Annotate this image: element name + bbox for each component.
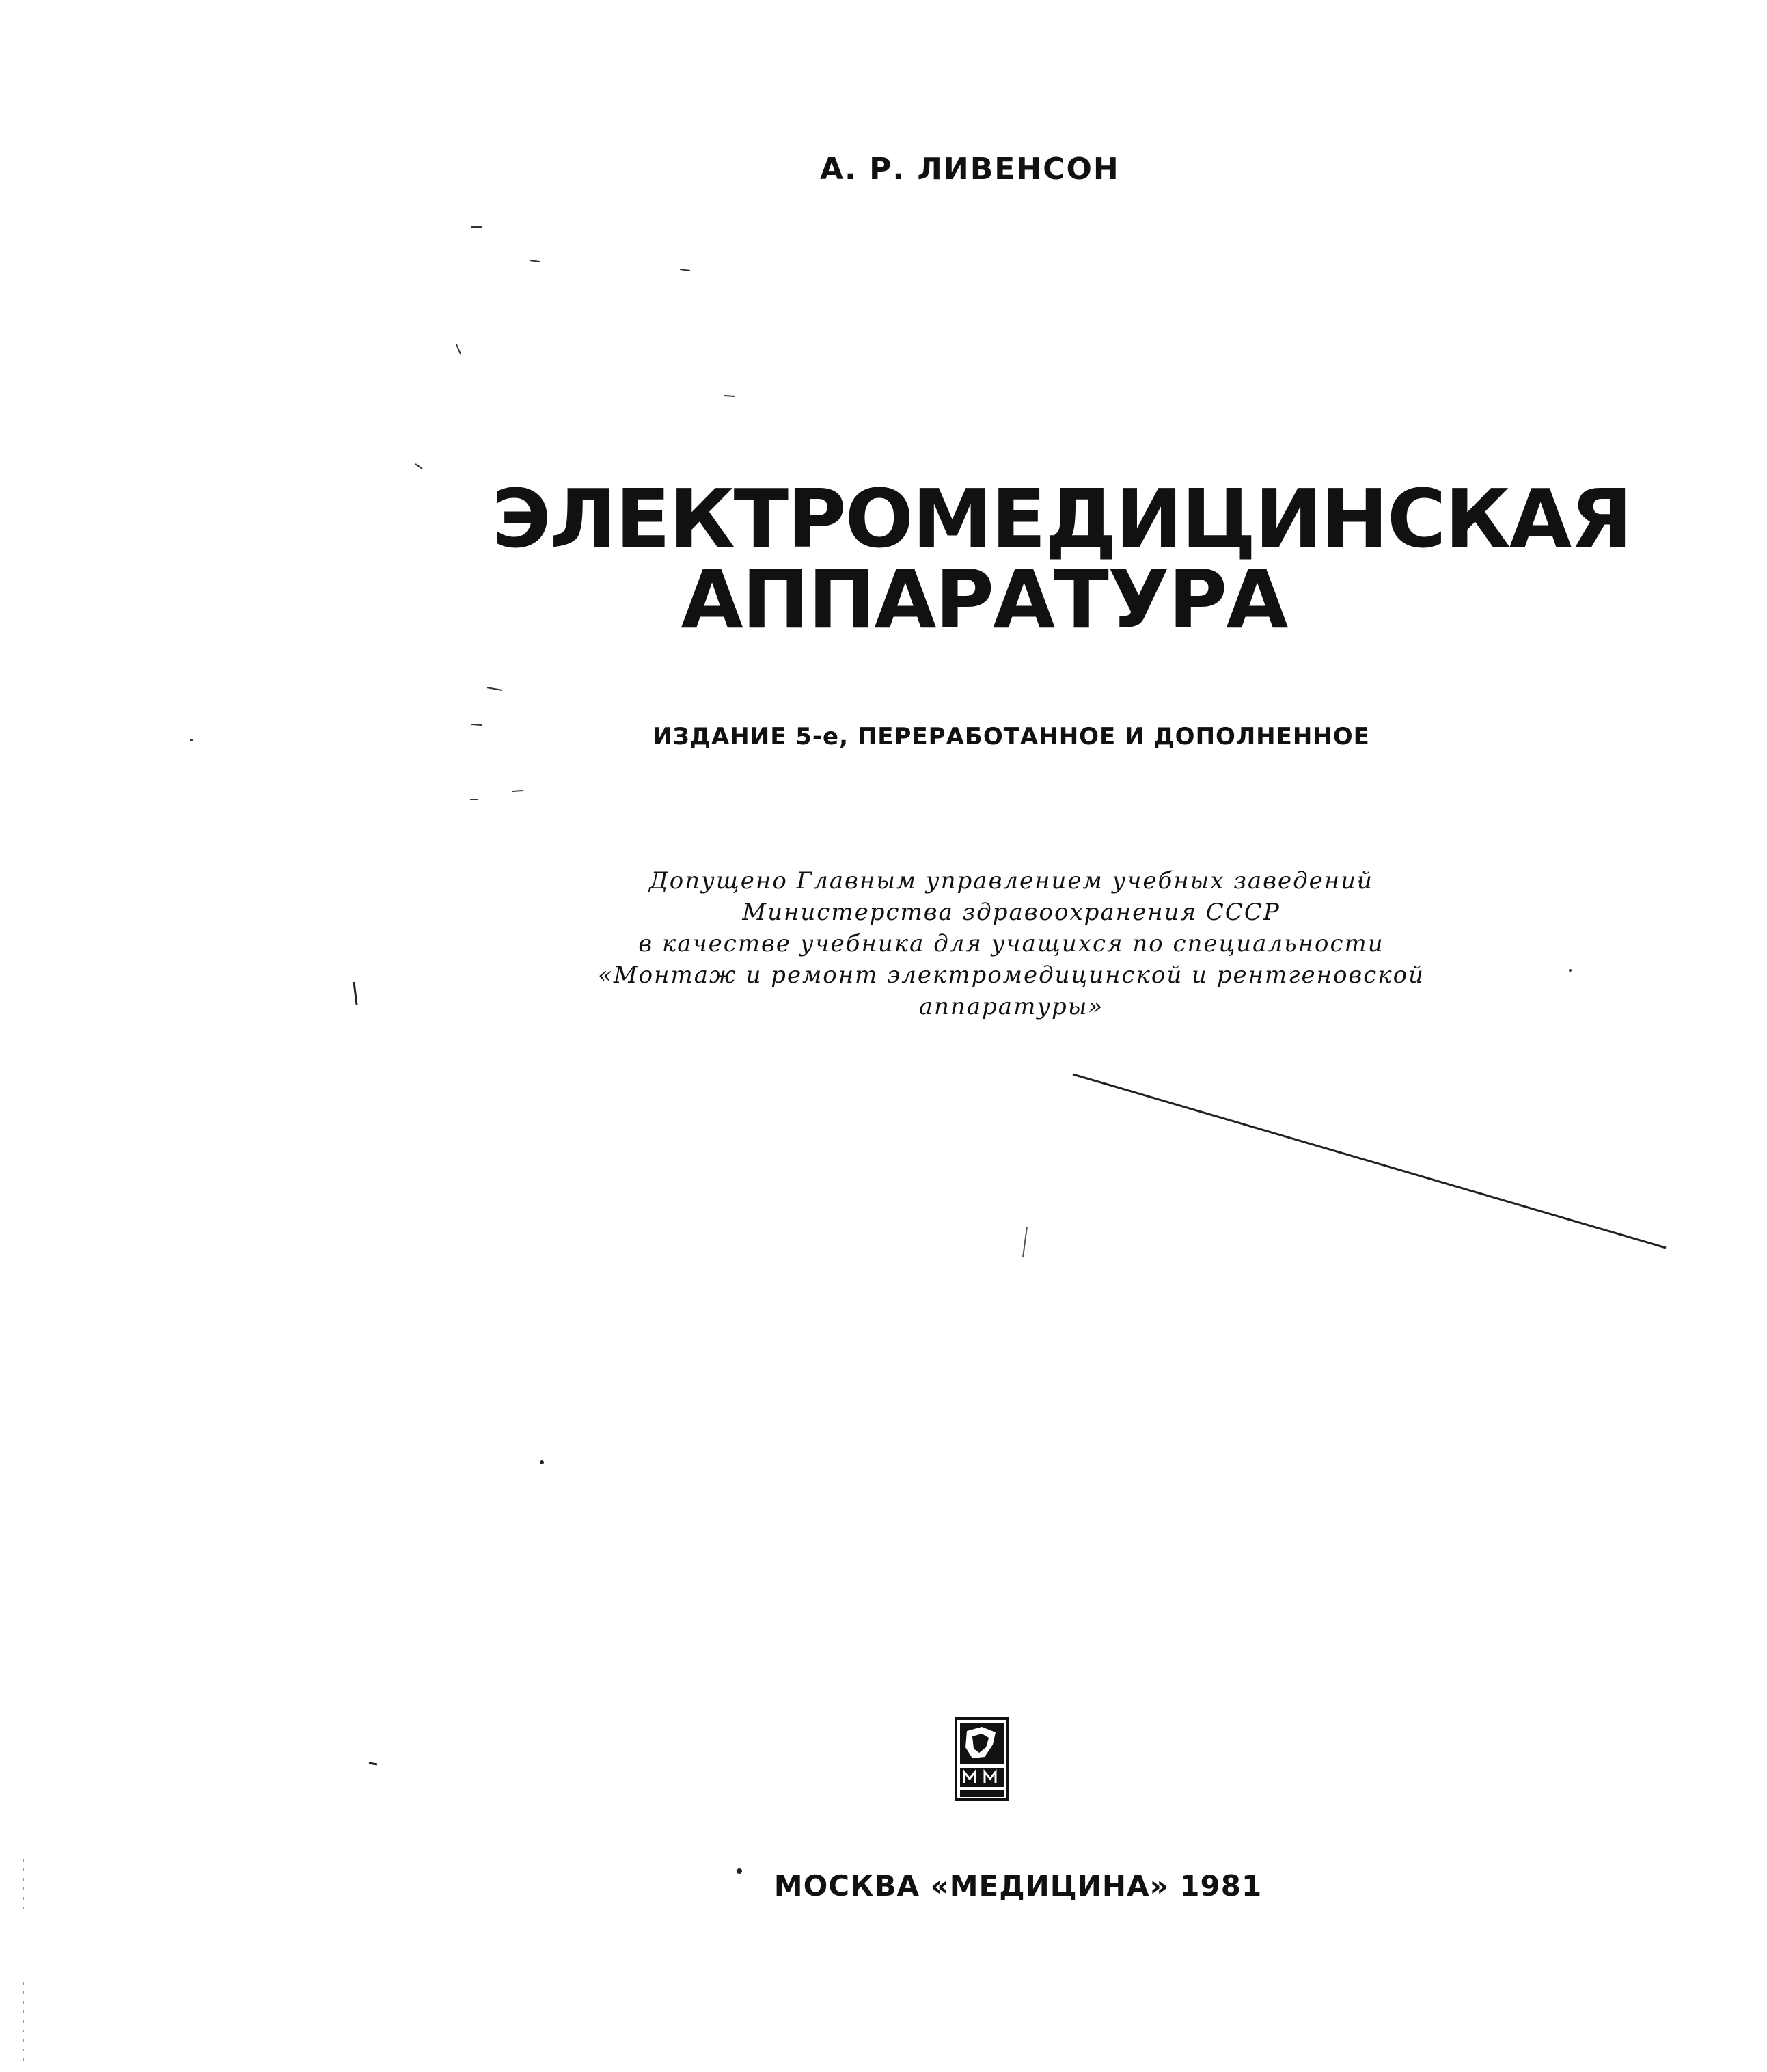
approval-line-3: в качестве учебника для учащихся по специальности xyxy=(638,930,1384,957)
scan-speck xyxy=(680,269,690,271)
book-title-line-2: АППАРАТУРА xyxy=(681,552,1287,646)
scan-stroke-line xyxy=(1073,1074,1666,1248)
approval-line-5: аппаратуры» xyxy=(918,993,1104,1020)
approval-line-1: Допущено Главным управлением учебных заведений xyxy=(649,867,1373,895)
scan-speck xyxy=(1023,1227,1027,1257)
scan-speck xyxy=(487,687,502,690)
book-title xyxy=(492,472,1632,646)
scan-speck xyxy=(354,982,357,1005)
scan-speck xyxy=(530,260,540,262)
book-title-line-1: ЭЛЕКТРОМЕДИЦИНСКАЯ xyxy=(492,472,1632,566)
approval-line-4: «Монтаж и ремонт электромедицинской и рентгеновской xyxy=(598,962,1425,989)
scan-speck xyxy=(456,344,461,354)
scan-speck xyxy=(369,1763,377,1764)
scan-speck xyxy=(415,464,422,469)
edition-note: ИЗДАНИЕ 5-е, ПЕРЕРАБОТАННОЕ И ДОПОЛНЕННОЕ xyxy=(653,723,1370,750)
scan-dot xyxy=(1569,969,1572,972)
approval-line-2: Министерства здравоохранения СССР xyxy=(742,899,1280,926)
scan-dot xyxy=(540,1460,544,1464)
approval-statement xyxy=(588,865,1435,1022)
publisher-imprint: МОСКВА «МЕДИЦИНА» 1981 xyxy=(773,1869,1263,1903)
scan-speck xyxy=(471,724,482,725)
scan-dot xyxy=(737,1868,742,1874)
scan-dot xyxy=(190,739,193,741)
publisher-logo-icon xyxy=(955,1717,1009,1801)
author-name: А. Р. ЛИВЕНСОН xyxy=(820,152,1120,187)
